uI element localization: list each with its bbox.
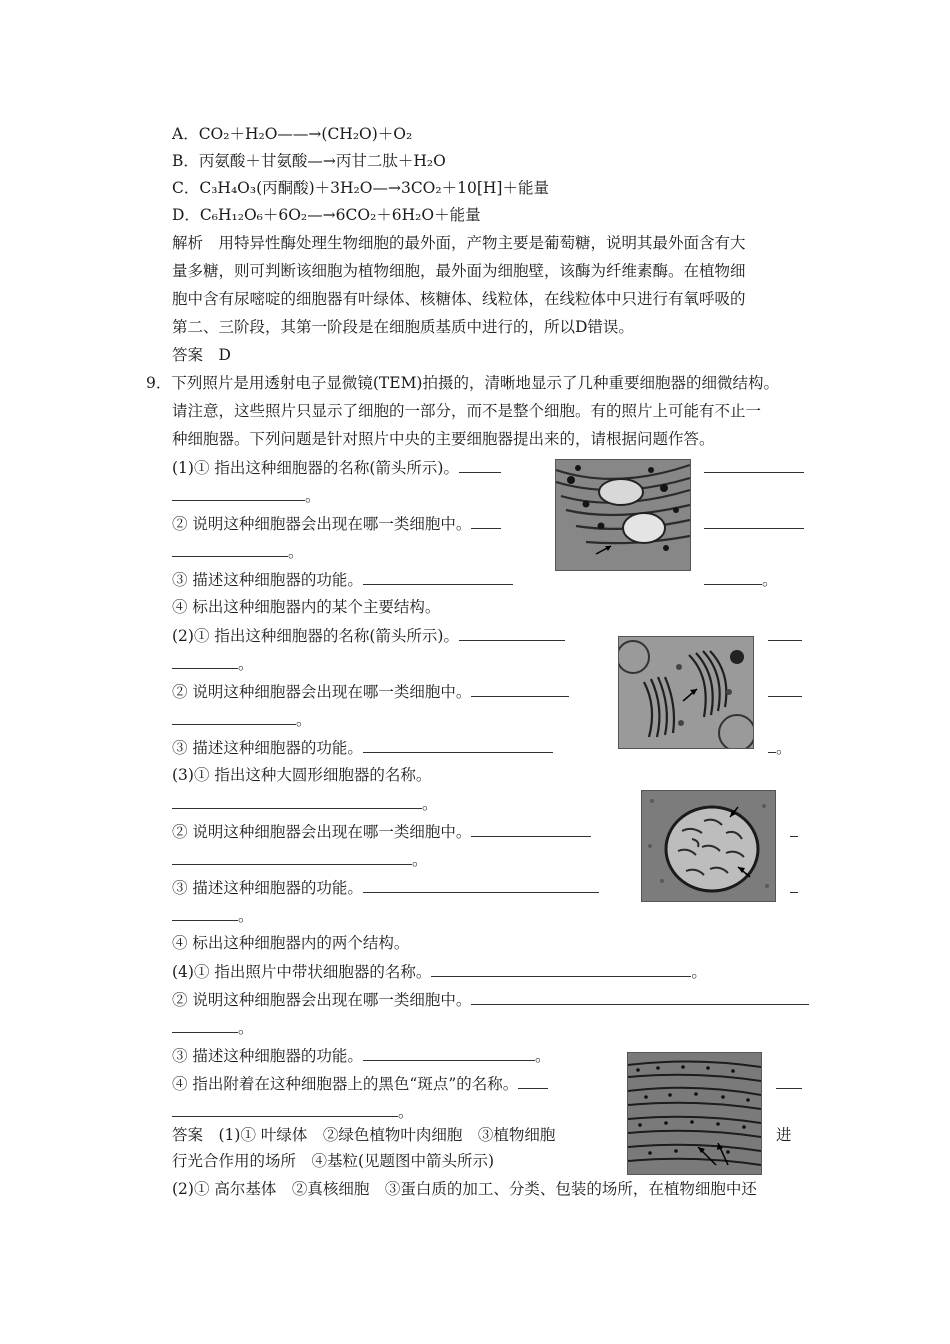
period: 。 [296,711,312,729]
period: 。 [691,963,707,981]
answer-blank[interactable] [172,484,305,501]
blank-line [704,456,804,479]
rough-er-micrograph [627,1052,762,1175]
period: 。 [762,571,778,589]
part1-question-c [172,568,513,591]
part3-question-a: (3)① 指出这种大圆形细胞器的名称。 [172,766,432,784]
text: ② 说明这种细胞器会出现在哪一类细胞中。 [172,823,472,841]
analysis-line: 胞中含有尿嘧啶的细胞器有叶绿体、核糖体、线粒体，在线粒体中只进行有氧呼吸的 [172,290,746,308]
answer-9-part1-cont: 行光合作用的场所 ④基粒(见题图中箭头所示) [172,1152,495,1170]
answer-blank[interactable] [363,1044,535,1061]
blank-line [172,540,304,563]
answer-blank[interactable] [363,736,553,753]
analysis-line: 量多糖，则可判断该细胞为植物细胞，最外面为细胞壁，该酶为纤维素酶。在植物细 [172,262,746,280]
text: (1)① 指出这种细胞器的名称(箭头所示)。 [172,459,459,477]
answer-blank[interactable] [471,988,809,1005]
answer-blank[interactable] [704,456,804,473]
part3-question-d: ④ 标出这种细胞器内的两个结构。 [172,934,410,952]
answer-blank[interactable] [790,820,798,837]
blank-line [704,568,778,591]
period: 。 [398,1103,414,1121]
answer-blank[interactable] [776,1072,802,1089]
text: ④ 指出附着在这种细胞器上的黑色“斑点”的名称。 [172,1075,519,1093]
answer-blank[interactable] [471,512,501,529]
text: ② 说明这种细胞器会出现在哪一类细胞中。 [172,515,472,533]
text: ③ 描述这种细胞器的功能。 [172,1047,363,1065]
blank-line [704,512,804,535]
period: 。 [238,1019,254,1037]
period: 。 [412,851,428,869]
question-9-intro: 种细胞器。下列问题是针对照片中央的主要细胞器提出来的，请根据问题作答。 [172,430,715,448]
answer-9-part1: 答案 (1)① 叶绿体 ②绿色植物叶肉细胞 ③植物细胞 [172,1126,556,1144]
part4-question-a [172,960,707,983]
part1-question-d: ④ 标出这种细胞器内的某个主要结构。 [172,598,441,616]
blank-line [172,1100,414,1123]
question-9-intro: 9．下列照片是用透射电子显微镜(TEM)拍摄的，清晰地显示了几种重要细胞器的细微结构。 [146,374,779,392]
answer-blank[interactable] [172,540,288,557]
answer-blank[interactable] [172,1100,398,1117]
answer-blank[interactable] [768,736,776,753]
answer-blank[interactable] [363,568,513,585]
answer-blank[interactable] [459,456,501,473]
part1-question-a [172,456,501,479]
blank-line [172,848,428,871]
part4-question-b [172,988,809,1011]
answer-blank[interactable] [431,960,691,977]
blank-line [768,624,802,647]
part4-question-c [172,1044,550,1067]
answer-blank[interactable] [518,1072,548,1089]
text: (2)① 指出这种细胞器的名称(箭头所示)。 [172,627,459,645]
blank-line [172,792,438,815]
part4-question-d [172,1072,548,1095]
option-b: B．丙氨酸＋甘氨酸—→丙甘二肽＋H₂O [172,152,446,170]
blank-line [172,708,312,731]
part1-question-b [172,512,501,535]
analysis-line: 解析 用特异性酶处理生物细胞的最外面，产物主要是葡萄糖，说明其最外面含有大 [172,234,746,252]
period: 。 [534,1047,551,1065]
option-c: C．C₃H₄O₃(丙酮酸)＋3H₂O—→3CO₂＋10[H]＋能量 [172,179,549,197]
period: 。 [305,487,321,505]
period: 。 [238,907,254,925]
analysis-line: 第二、三阶段，其第一阶段是在细胞质基质中进行的，所以D错误。 [172,318,634,336]
golgi-micrograph [618,636,754,749]
text: ② 说明这种细胞器会出现在哪一类细胞中。 [172,683,472,701]
answer-blank[interactable] [363,876,599,893]
answer-blank[interactable] [704,568,762,585]
answer-9-part2: (2)① 高尔基体 ②真核细胞 ③蛋白质的加工、分类、包装的场所，在植物细胞中还 [172,1180,757,1198]
question-9-intro: 请注意，这些照片只显示了细胞的一部分，而不是整个细胞。有的照片上可能有不止一 [172,402,762,420]
answer-blank[interactable] [768,624,802,641]
blank-line [768,680,802,703]
part2-question-c [172,736,553,759]
blank-line [768,736,792,759]
text: ③ 描述这种细胞器的功能。 [172,879,363,897]
period: 。 [776,739,792,757]
answer-8: 答案 D [172,346,231,364]
answer-blank[interactable] [172,904,238,921]
blank-line [172,1016,254,1039]
part2-question-b [172,680,569,703]
blank-line [172,484,321,507]
blank-line [172,904,254,927]
blank-line [172,652,254,675]
text: (4)① 指出照片中带状细胞器的名称。 [172,963,432,981]
part3-question-b [172,820,591,843]
answer-blank[interactable] [172,708,296,725]
answer-9-part1-wrap: 进 [776,1126,792,1144]
option-d: D．C₆H₁₂O₆＋6O₂—→6CO₂＋6H₂O＋能量 [172,206,481,224]
answer-blank[interactable] [768,680,802,697]
answer-blank[interactable] [790,876,798,893]
answer-blank[interactable] [704,512,804,529]
blank-line [776,1072,802,1095]
option-a: A．CO₂＋H₂O——→(CH₂O)＋O₂ [172,125,413,143]
blank-line [790,876,798,899]
answer-blank[interactable] [459,624,565,641]
answer-blank[interactable] [471,680,569,697]
text: ② 说明这种细胞器会出现在哪一类细胞中。 [172,991,472,1009]
period: 。 [422,795,438,813]
answer-blank[interactable] [172,848,412,865]
period: 。 [238,655,254,673]
text: ③ 描述这种细胞器的功能。 [172,571,363,589]
part3-question-c [172,876,599,899]
answer-blank[interactable] [172,652,238,669]
mitochondrion-micrograph [641,790,776,902]
part2-question-a [172,624,565,647]
answer-blank[interactable] [471,820,591,837]
chloroplast-micrograph [555,459,691,571]
answer-blank[interactable] [172,1016,238,1033]
blank-line [790,820,798,843]
text: ③ 描述这种细胞器的功能。 [172,739,363,757]
period: 。 [288,543,304,561]
answer-blank[interactable] [172,792,422,809]
